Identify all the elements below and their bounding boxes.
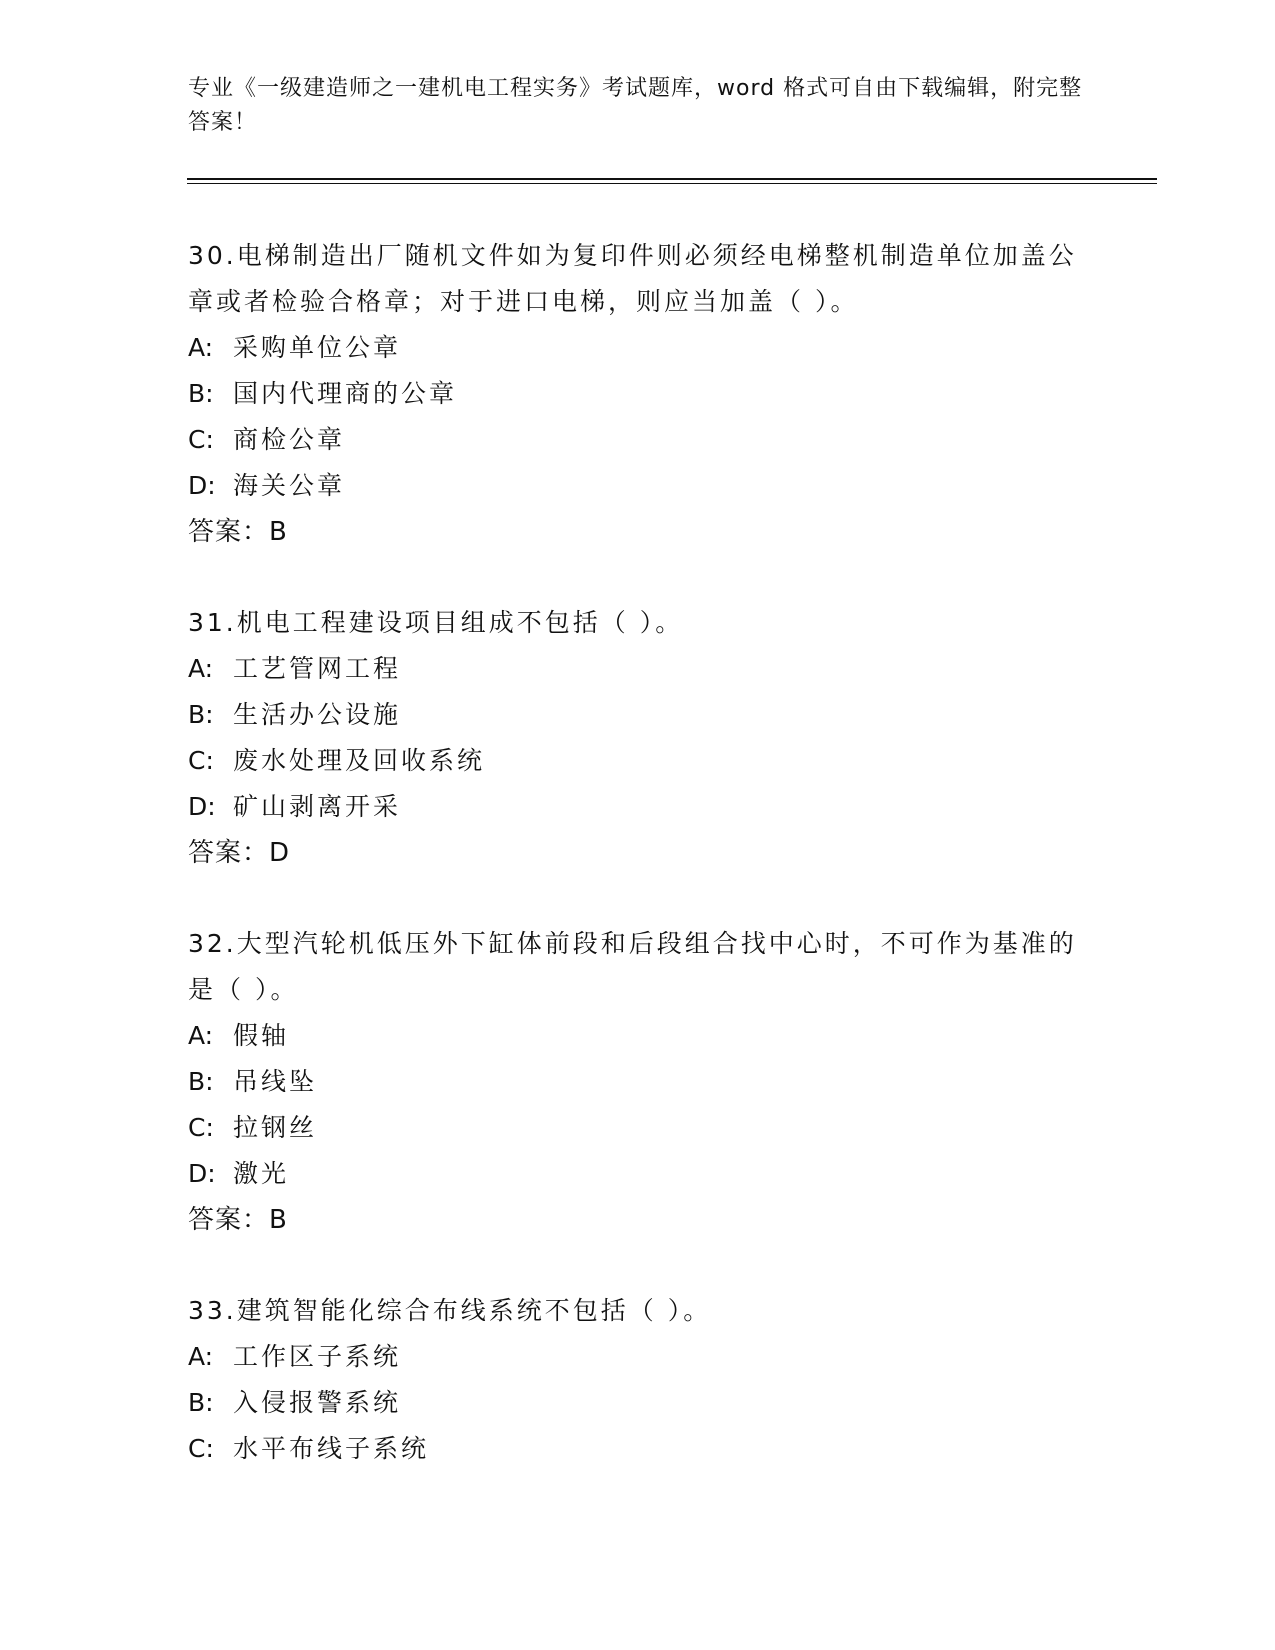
- option-text: 矿山剥离开采: [233, 792, 402, 821]
- option-a: [188, 646, 1088, 692]
- option-key: C:: [188, 746, 214, 775]
- header-divider: [187, 178, 1157, 180]
- option-key: B:: [188, 1388, 214, 1417]
- option-c: [188, 417, 1088, 463]
- option-key: A:: [188, 1342, 214, 1371]
- option-text: 海关公章: [233, 471, 346, 500]
- option-key: A:: [188, 333, 214, 362]
- option-text: 工艺管网工程: [233, 654, 402, 683]
- question-31: [188, 600, 1088, 876]
- option-c: [188, 1105, 1088, 1151]
- option-key: B:: [188, 379, 214, 408]
- option-key: C:: [188, 1113, 214, 1142]
- option-d: [188, 1151, 1088, 1197]
- answer-line: 答案：D: [188, 838, 291, 868]
- option-text: 水平布线子系统: [233, 1434, 430, 1463]
- option-text: 吊线坠: [233, 1067, 318, 1096]
- option-key: A:: [188, 654, 214, 683]
- option-key: B:: [188, 1067, 214, 1096]
- option-b: [188, 692, 1088, 738]
- answer-line: 答案：B: [188, 517, 288, 547]
- option-c: [188, 738, 1088, 784]
- option-c: [188, 1426, 1088, 1472]
- option-text: 假轴: [233, 1021, 290, 1050]
- question-33: [188, 1288, 1088, 1472]
- header-divider-thin: [187, 183, 1157, 184]
- option-text: 废水处理及回收系统: [233, 746, 486, 775]
- option-text: 国内代理商的公章: [233, 379, 458, 408]
- option-key: C:: [188, 425, 214, 454]
- option-d: [188, 463, 1088, 509]
- option-b: [188, 371, 1088, 417]
- option-a: [188, 325, 1088, 371]
- option-text: 生活办公设施: [233, 700, 402, 729]
- option-a: [188, 1013, 1088, 1059]
- answer-line: 答案：B: [188, 1205, 288, 1235]
- option-text: 入侵报警系统: [233, 1388, 402, 1417]
- option-key: C:: [188, 1434, 214, 1463]
- question-stem: 32.大型汽轮机低压外下缸体前段和后段组合找中心时，不可作为基准的是（ ）。: [188, 929, 1077, 1004]
- option-key: D:: [188, 1159, 216, 1188]
- document-intro: 专业《一级建造师之一建机电工程实务》考试题库，word 格式可自由下载编辑，附完整答案！: [188, 76, 1083, 135]
- option-d: [188, 784, 1088, 830]
- option-key: D:: [188, 792, 216, 821]
- option-b: [188, 1059, 1088, 1105]
- option-b: [188, 1380, 1088, 1426]
- option-text: 拉钢丝: [233, 1113, 318, 1142]
- option-text: 激光: [233, 1159, 290, 1188]
- question-30: [188, 233, 1088, 555]
- option-text: 工作区子系统: [233, 1342, 402, 1371]
- option-key: A:: [188, 1021, 214, 1050]
- question-stem: 31.机电工程建设项目组成不包括（ ）。: [188, 608, 684, 637]
- option-text: 商检公章: [233, 425, 346, 454]
- question-stem: 30.电梯制造出厂随机文件如为复印件则必须经电梯整机制造单位加盖公章或者检验合格章；对于进口电梯，则应当加盖（ ）。: [188, 241, 1077, 316]
- question-list: [188, 233, 1088, 1517]
- option-key: D:: [188, 471, 216, 500]
- question-32: [188, 921, 1088, 1243]
- option-a: [188, 1334, 1088, 1380]
- option-text: 采购单位公章: [233, 333, 402, 362]
- option-key: B:: [188, 700, 214, 729]
- question-stem: 33.建筑智能化综合布线系统不包括（ ）。: [188, 1296, 712, 1325]
